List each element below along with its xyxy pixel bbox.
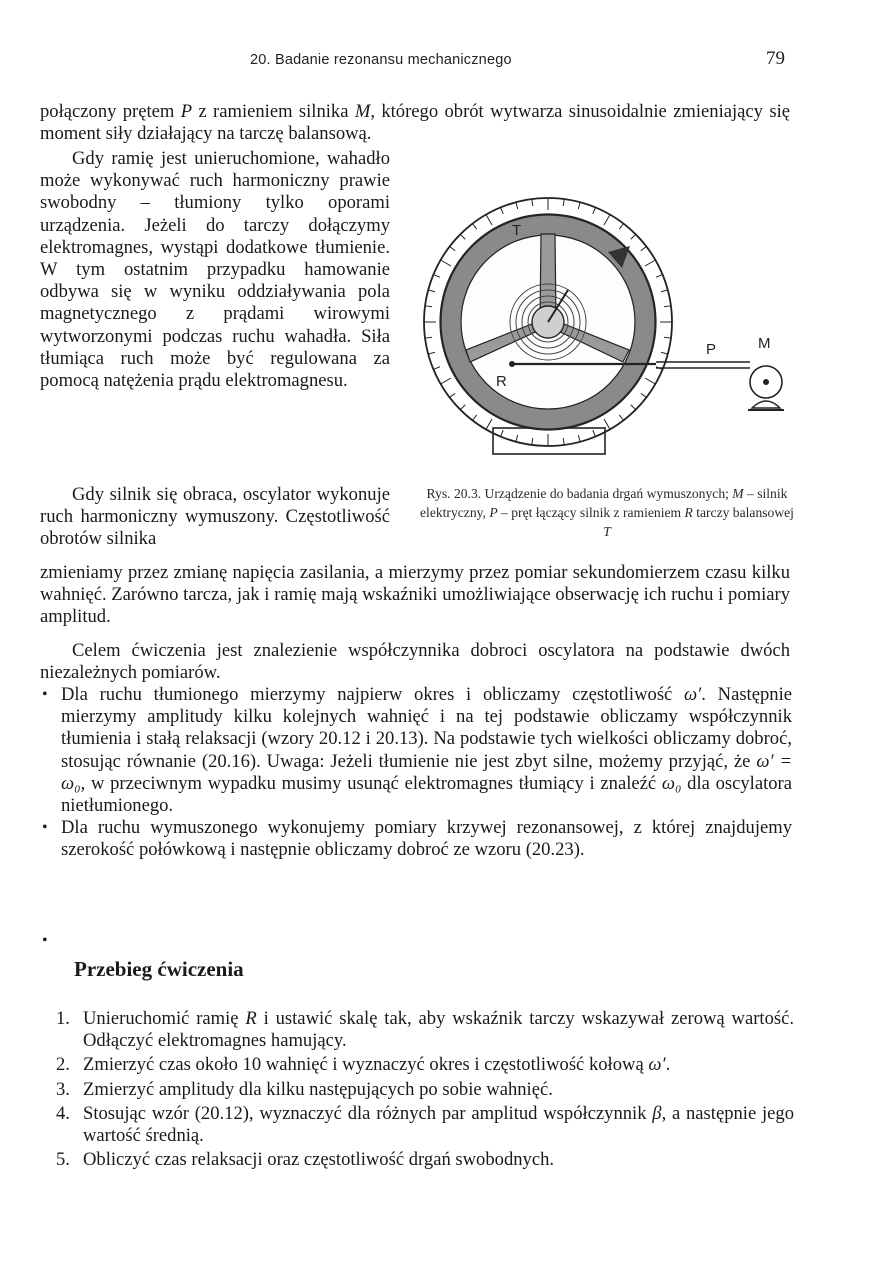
step-text: , a następnie jego wartość średnią. xyxy=(83,1102,795,1147)
scale-tick xyxy=(593,207,596,213)
procedure-step xyxy=(56,1103,794,1147)
scale-tick xyxy=(661,290,668,292)
clamped-text: Gdy ramię jest unieruchomione, wahadło może wykonywać ruch harmoniczny prawie swobodny – tłumiony tylko oporami urządzenia. Jeżeli do tarczy dołączymy elektromagnes, wystąpi dodatkowe tłumienie. W tym ostatnim przypadku hamowanie odbywa się w wyniku oddziaływania pola magnetycznego z prądami wirowymi wytworzonymi podczas ruchu wahadła. Siła tłumiąca ruch może być regulowana za pomocą natężenia prądu elektromagnesu. xyxy=(40,148,390,392)
scale-tick xyxy=(425,306,432,307)
scale-tick xyxy=(460,405,465,410)
scale-tick xyxy=(441,260,451,266)
scale-tick xyxy=(656,275,662,278)
scale-tick xyxy=(516,435,518,442)
scale-tick xyxy=(578,435,580,442)
caption-symbol: M xyxy=(732,486,744,501)
scale-tick xyxy=(661,352,668,354)
paragraph-motor-continuation: zmieniamy przez zmianę napięcia zasilania, a mierzymy przez pomiar sekundomierzem czasu kilku wahnięć. Zarówno tarcza, jak i ramię mają wskaźniki umożliwiające obserwację ich ruchu i pomiary amplitud. xyxy=(40,562,790,628)
procedure-step xyxy=(56,1149,794,1171)
page-number: 79 xyxy=(766,48,785,69)
running-header-title: 20. Badanie rezonansu mechanicznego xyxy=(250,52,512,68)
scale-tick xyxy=(501,207,504,213)
bullet-1-text-d: dla oscylatora nietłumionego. xyxy=(61,772,792,817)
procedure-step xyxy=(56,1008,794,1052)
label-P: P xyxy=(706,341,717,358)
scale-tick xyxy=(516,202,518,209)
step-text: Obliczyć czas relaksacji oraz częstotliwość drgań swobodnych. xyxy=(83,1149,555,1171)
stray-bullet-marker: • xyxy=(42,932,48,949)
scale-tick xyxy=(428,352,435,354)
bullet-2-text: Dla ruchu wymuszonego wykonujemy pomiary krzywej rezonansowej, z której znajdujemy szerokość połówkową i następnie obliczamy dobroć ze wzoru (20.23). xyxy=(61,817,792,861)
caption-text: tarczy balansowej xyxy=(692,505,794,520)
label-T: T xyxy=(512,222,522,239)
wheel-base-stand xyxy=(493,428,605,454)
section-title: Przebieg ćwiczenia xyxy=(74,957,244,981)
procedure-step xyxy=(56,1079,794,1101)
scale-tick xyxy=(631,234,636,239)
scale-tick xyxy=(664,306,671,307)
scale-tick xyxy=(473,224,477,230)
step-symbol: ω′ xyxy=(648,1054,666,1076)
scale-tick xyxy=(631,405,636,410)
scale-tick xyxy=(645,260,655,266)
step-number: 5. xyxy=(56,1149,70,1171)
scale-tick xyxy=(641,247,647,251)
bullet-damped-motion xyxy=(40,684,792,817)
intro-text-1: połączony prętem xyxy=(40,101,181,122)
paragraph-goal xyxy=(40,640,790,684)
scale-tick xyxy=(473,415,477,421)
bullet-marker: • xyxy=(42,819,48,837)
intro-text-2: z ramieniem silnika xyxy=(192,101,355,122)
scale-tick xyxy=(486,215,492,225)
step-number: 2. xyxy=(56,1054,70,1076)
scale-tick xyxy=(532,199,533,206)
symbol-P: P xyxy=(180,101,193,122)
bullet-forced-motion xyxy=(40,817,792,861)
scale-tick xyxy=(619,415,623,421)
step-number: 4. xyxy=(56,1102,70,1124)
motor-text-a: Gdy silnik się obraca, oscylator wykonuje ruch harmoniczny wymuszony. Częstotliwość obrotów silnika xyxy=(40,484,390,550)
scale-tick xyxy=(604,215,610,225)
caption-symbol: R xyxy=(684,505,693,520)
paragraph-clamped-arm xyxy=(40,148,390,392)
step-symbol: R xyxy=(245,1008,257,1029)
scale-tick xyxy=(425,337,432,338)
step-text: Zmierzyć amplitudy dla kilku następujących po sobie wahnięć. xyxy=(83,1078,553,1100)
scale-tick xyxy=(433,275,439,278)
label-R: R xyxy=(496,373,507,390)
bullet-1-text-b: . Następnie mierzymy amplitudy kilku kolejnych wahnięć i na tej podstawie obliczamy współczynnik tłumienia i stałą relaksacji (wzory 20.12 i 20.13). Na podstawie tych wielkości obliczamy dobroć, stosując równanie (20.16). Uwaga: Jeżeli tłumienie nie jest zbyt silne, możemy przyjąć, że xyxy=(61,684,792,772)
scale-tick xyxy=(532,438,533,445)
goal-text: Celem ćwiczenia jest znalezienie współczynnika dobroci oscylatora na podstawie dwóch niezależnych pomiarów. xyxy=(40,640,790,684)
caption-text: – pręt łączący silnik z ramieniem xyxy=(497,505,685,520)
scale-tick xyxy=(433,367,439,370)
label-M: M xyxy=(758,335,771,352)
bullet-1-text-a: Dla ruchu tłumionego mierzymy najpierw okres i obliczamy częstotliwość xyxy=(61,684,685,705)
scale-tick xyxy=(450,393,456,397)
paragraph-motor-start xyxy=(40,484,390,551)
scale-tick xyxy=(578,202,580,209)
scale-tick xyxy=(428,290,435,292)
caption-symbol: P xyxy=(489,505,498,520)
symbol-M: M xyxy=(354,101,371,122)
scale-tick xyxy=(450,247,456,251)
step-number: 1. xyxy=(56,1008,70,1029)
scale-tick xyxy=(593,430,596,436)
symbol-omega-prime: ω′ xyxy=(684,684,702,705)
scale-tick xyxy=(563,199,564,206)
scale-tick xyxy=(460,234,465,239)
caption-symbol: T xyxy=(603,524,611,539)
scale-tick xyxy=(441,378,451,384)
scale-tick xyxy=(563,438,564,445)
scale-tick xyxy=(664,337,671,338)
scale-tick xyxy=(641,393,647,397)
step-symbol: β xyxy=(652,1102,662,1124)
bullet-marker: • xyxy=(42,686,48,703)
step-text: i ustawić skalę tak, aby wskaźnik tarczy wskazywał zerową wartość. Odłączyć elektromagnes hamujący. xyxy=(83,1008,795,1052)
figure-caption xyxy=(418,484,796,541)
step-text: Zmierzyć czas około 10 wahnięć i wyznaczyć okres i częstotliwość kołową xyxy=(83,1054,649,1076)
step-text: Stosując wzór (20.12), wyznaczyć dla różnych par amplitud współczynnik xyxy=(83,1102,653,1124)
scale-tick xyxy=(619,224,623,230)
procedure-step xyxy=(56,1054,794,1076)
method-bullet-list xyxy=(40,684,792,862)
procedure-steps-list xyxy=(56,1008,794,1173)
caption-text: – silnik elektryczny, xyxy=(420,486,788,520)
scale-tick xyxy=(486,419,492,429)
symbol-omega-zero: ω₀ xyxy=(661,772,682,794)
intro-text-3: , którego obrót wytwarza sinusoidalnie zmieniający się moment siły działający na tarczę balansową. xyxy=(40,101,790,145)
caption-text: Rys. 20.3. Urządzenie do badania drgań wymuszonych; xyxy=(426,486,733,501)
scale-tick xyxy=(645,378,655,384)
figure-resonance-apparatus xyxy=(408,182,808,472)
paragraph-intro xyxy=(40,101,790,145)
step-text: Unieruchomić ramię xyxy=(83,1008,246,1029)
scale-tick xyxy=(501,430,504,436)
step-number: 3. xyxy=(56,1078,70,1100)
equation-omega: ω′ = ω₀ xyxy=(61,750,792,794)
step-text: . xyxy=(665,1054,671,1076)
bullet-1-text-c: , w przeciwnym wypadku musimy usunąć elektromagnes tłumiący i znaleźć xyxy=(80,772,662,794)
